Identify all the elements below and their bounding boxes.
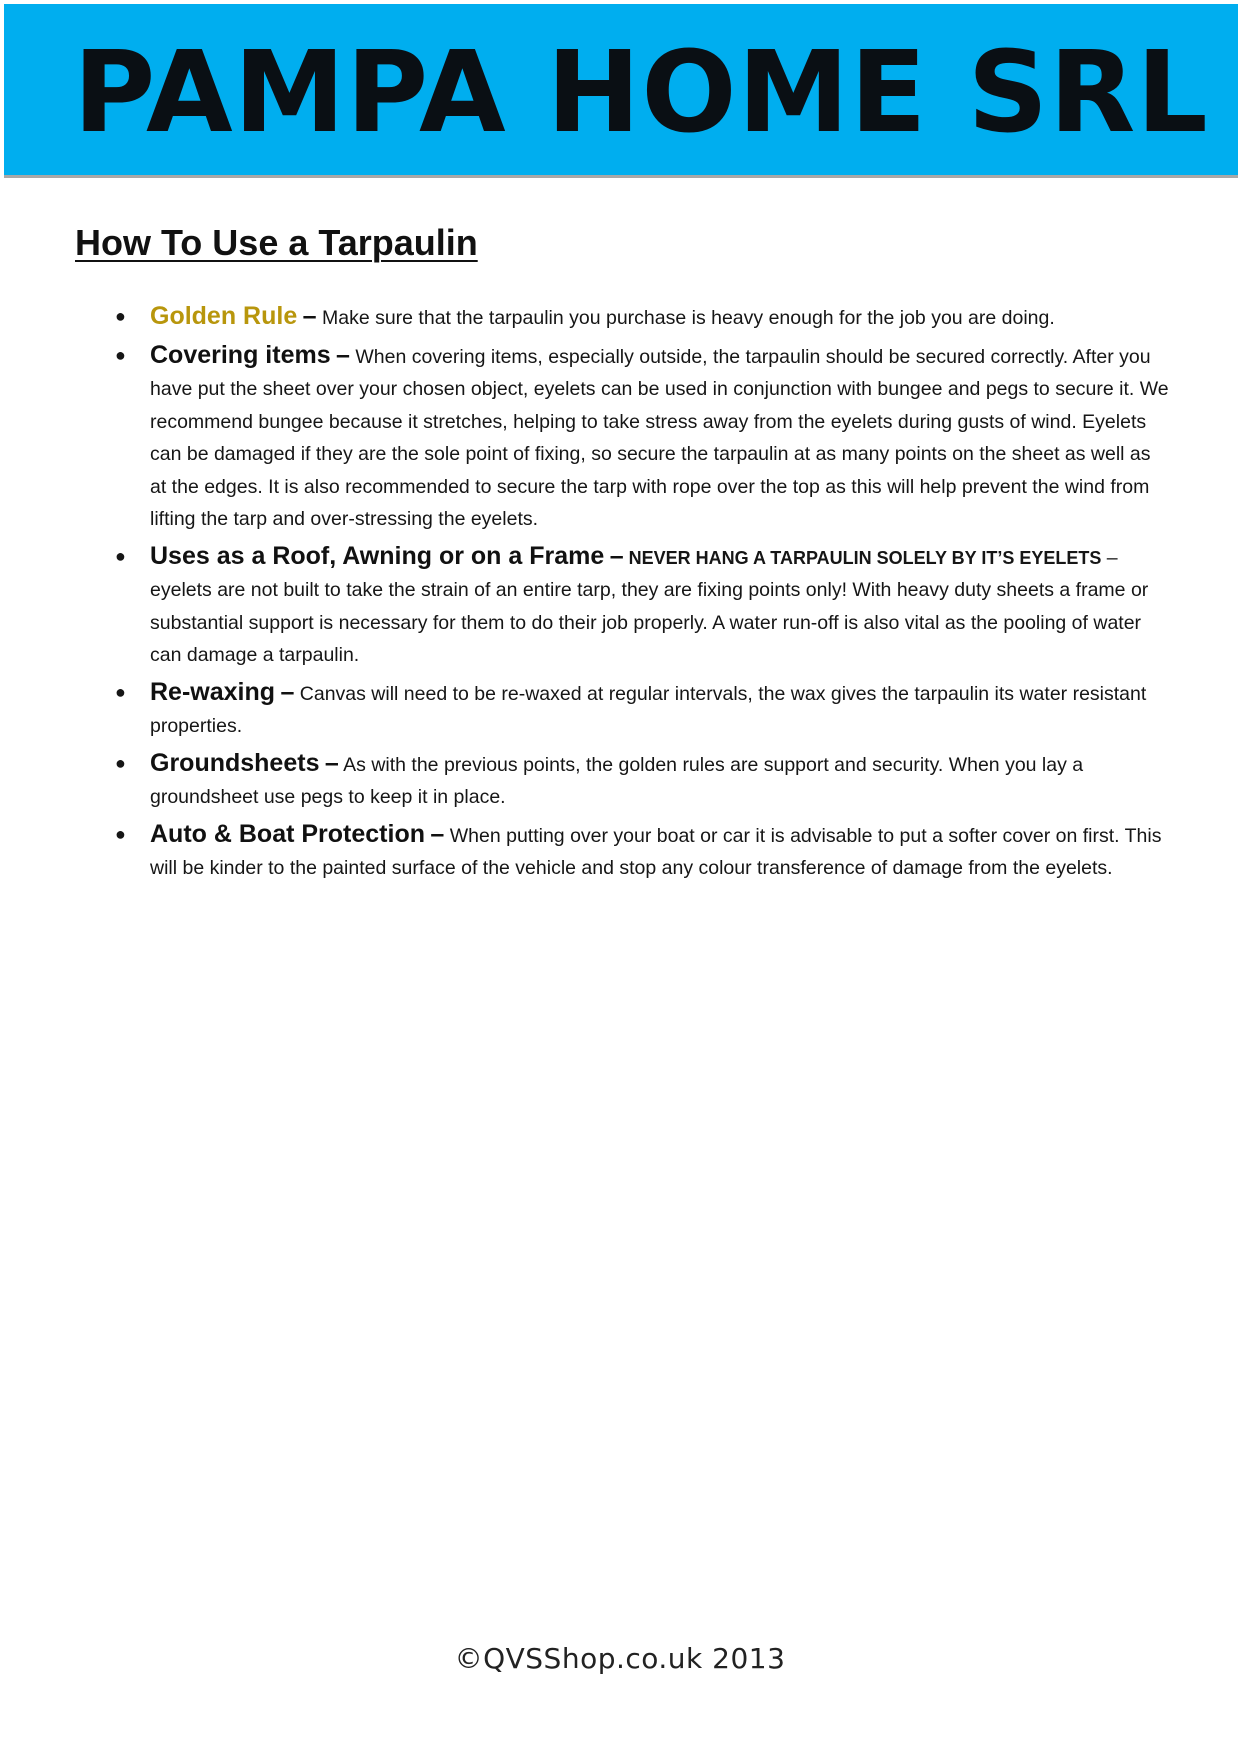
tip-heading: Re-waxing — [150, 677, 276, 706]
tip-heading: Groundsheets — [150, 748, 320, 777]
tip-heading: Golden Rule — [150, 302, 298, 330]
tip-dash: – — [609, 541, 624, 570]
tip-dash: – — [430, 819, 445, 848]
tip-body: As with the previous points, the golden rules are support and security. When you lay a groundsheet use pegs to keep it in place. — [150, 753, 1084, 808]
list-item-roof-awning-frame — [115, 540, 1170, 672]
tips-list — [115, 300, 1170, 889]
list-item-auto-boat-protection — [115, 818, 1170, 885]
bullet-icon: ● — [115, 681, 126, 702]
tip-warning: NEVER HANG A TARPAULIN SOLELY BY IT’S EYELETS — [623, 547, 1102, 568]
list-item-re-waxing — [115, 676, 1170, 743]
tip-body: Make sure that the tarpaulin you purchase is heavy enough for the job you are doing. — [316, 307, 1055, 329]
footer-copyright: ©QVSShop.co.uk 2013 — [454, 1642, 786, 1675]
header-banner — [4, 4, 1238, 175]
list-item-groundsheets — [115, 747, 1170, 814]
tip-heading: Auto & Boat Protection — [150, 819, 425, 848]
list-item-covering-items — [115, 339, 1170, 536]
tip-dash: – — [324, 748, 339, 777]
tip-dash: – — [280, 677, 295, 706]
bullet-icon: ● — [115, 823, 126, 844]
tip-dash: – — [336, 340, 350, 369]
tip-body: When putting over your boat or car it is advisable to put a softer cover on first. This will be kinder to the painted surface of the vehicle and stop any colour transference of damage from the eyelets. — [150, 824, 1162, 879]
bullet-icon: ● — [115, 752, 126, 773]
tip-heading: Uses as a Roof, Awning or on a Frame — [150, 541, 605, 570]
bullet-icon: ● — [115, 344, 126, 365]
tip-body: Canvas will need to be re-waxed at regular intervals, the wax gives the tarpaulin its water resistant properties. — [150, 682, 1147, 737]
page-title: How To Use a Tarpaulin — [75, 222, 478, 263]
tip-body: When covering items, especially outside, the tarpaulin should be secured correctly. After you have put the sheet over your chosen object, eyelets can be used in conjunction with bungee and pegs to secure it. We recommend bungee because it stretches, helping to take stress away from the eyelets during gusts of wind. Eyelets can be damaged if they are the sole point of fixing, so secure the tarpaulin at as many points on the sheet as well as at the edges. It is also recommended to secure the tarp with rope over the top as this will help prevent the wind from lifting the tarp and over-stressing the eyelets. — [150, 345, 1169, 530]
bullet-icon: ● — [115, 545, 126, 566]
tip-body: – eyelets are not built to take the strain of an entire tarp, they are fixing points only! With heavy duty sheets a frame or substantial support is necessary for them to do their job properly. A water run-off is also vital as the pooling of water can damage a tarpaulin. — [150, 546, 1149, 666]
tip-heading: Covering items — [150, 340, 331, 369]
bullet-icon: ● — [115, 306, 126, 326]
tip-dash: – — [302, 302, 317, 330]
company-name: PAMPA HOME SRL — [73, 27, 1209, 158]
list-item-golden-rule — [115, 300, 1170, 335]
